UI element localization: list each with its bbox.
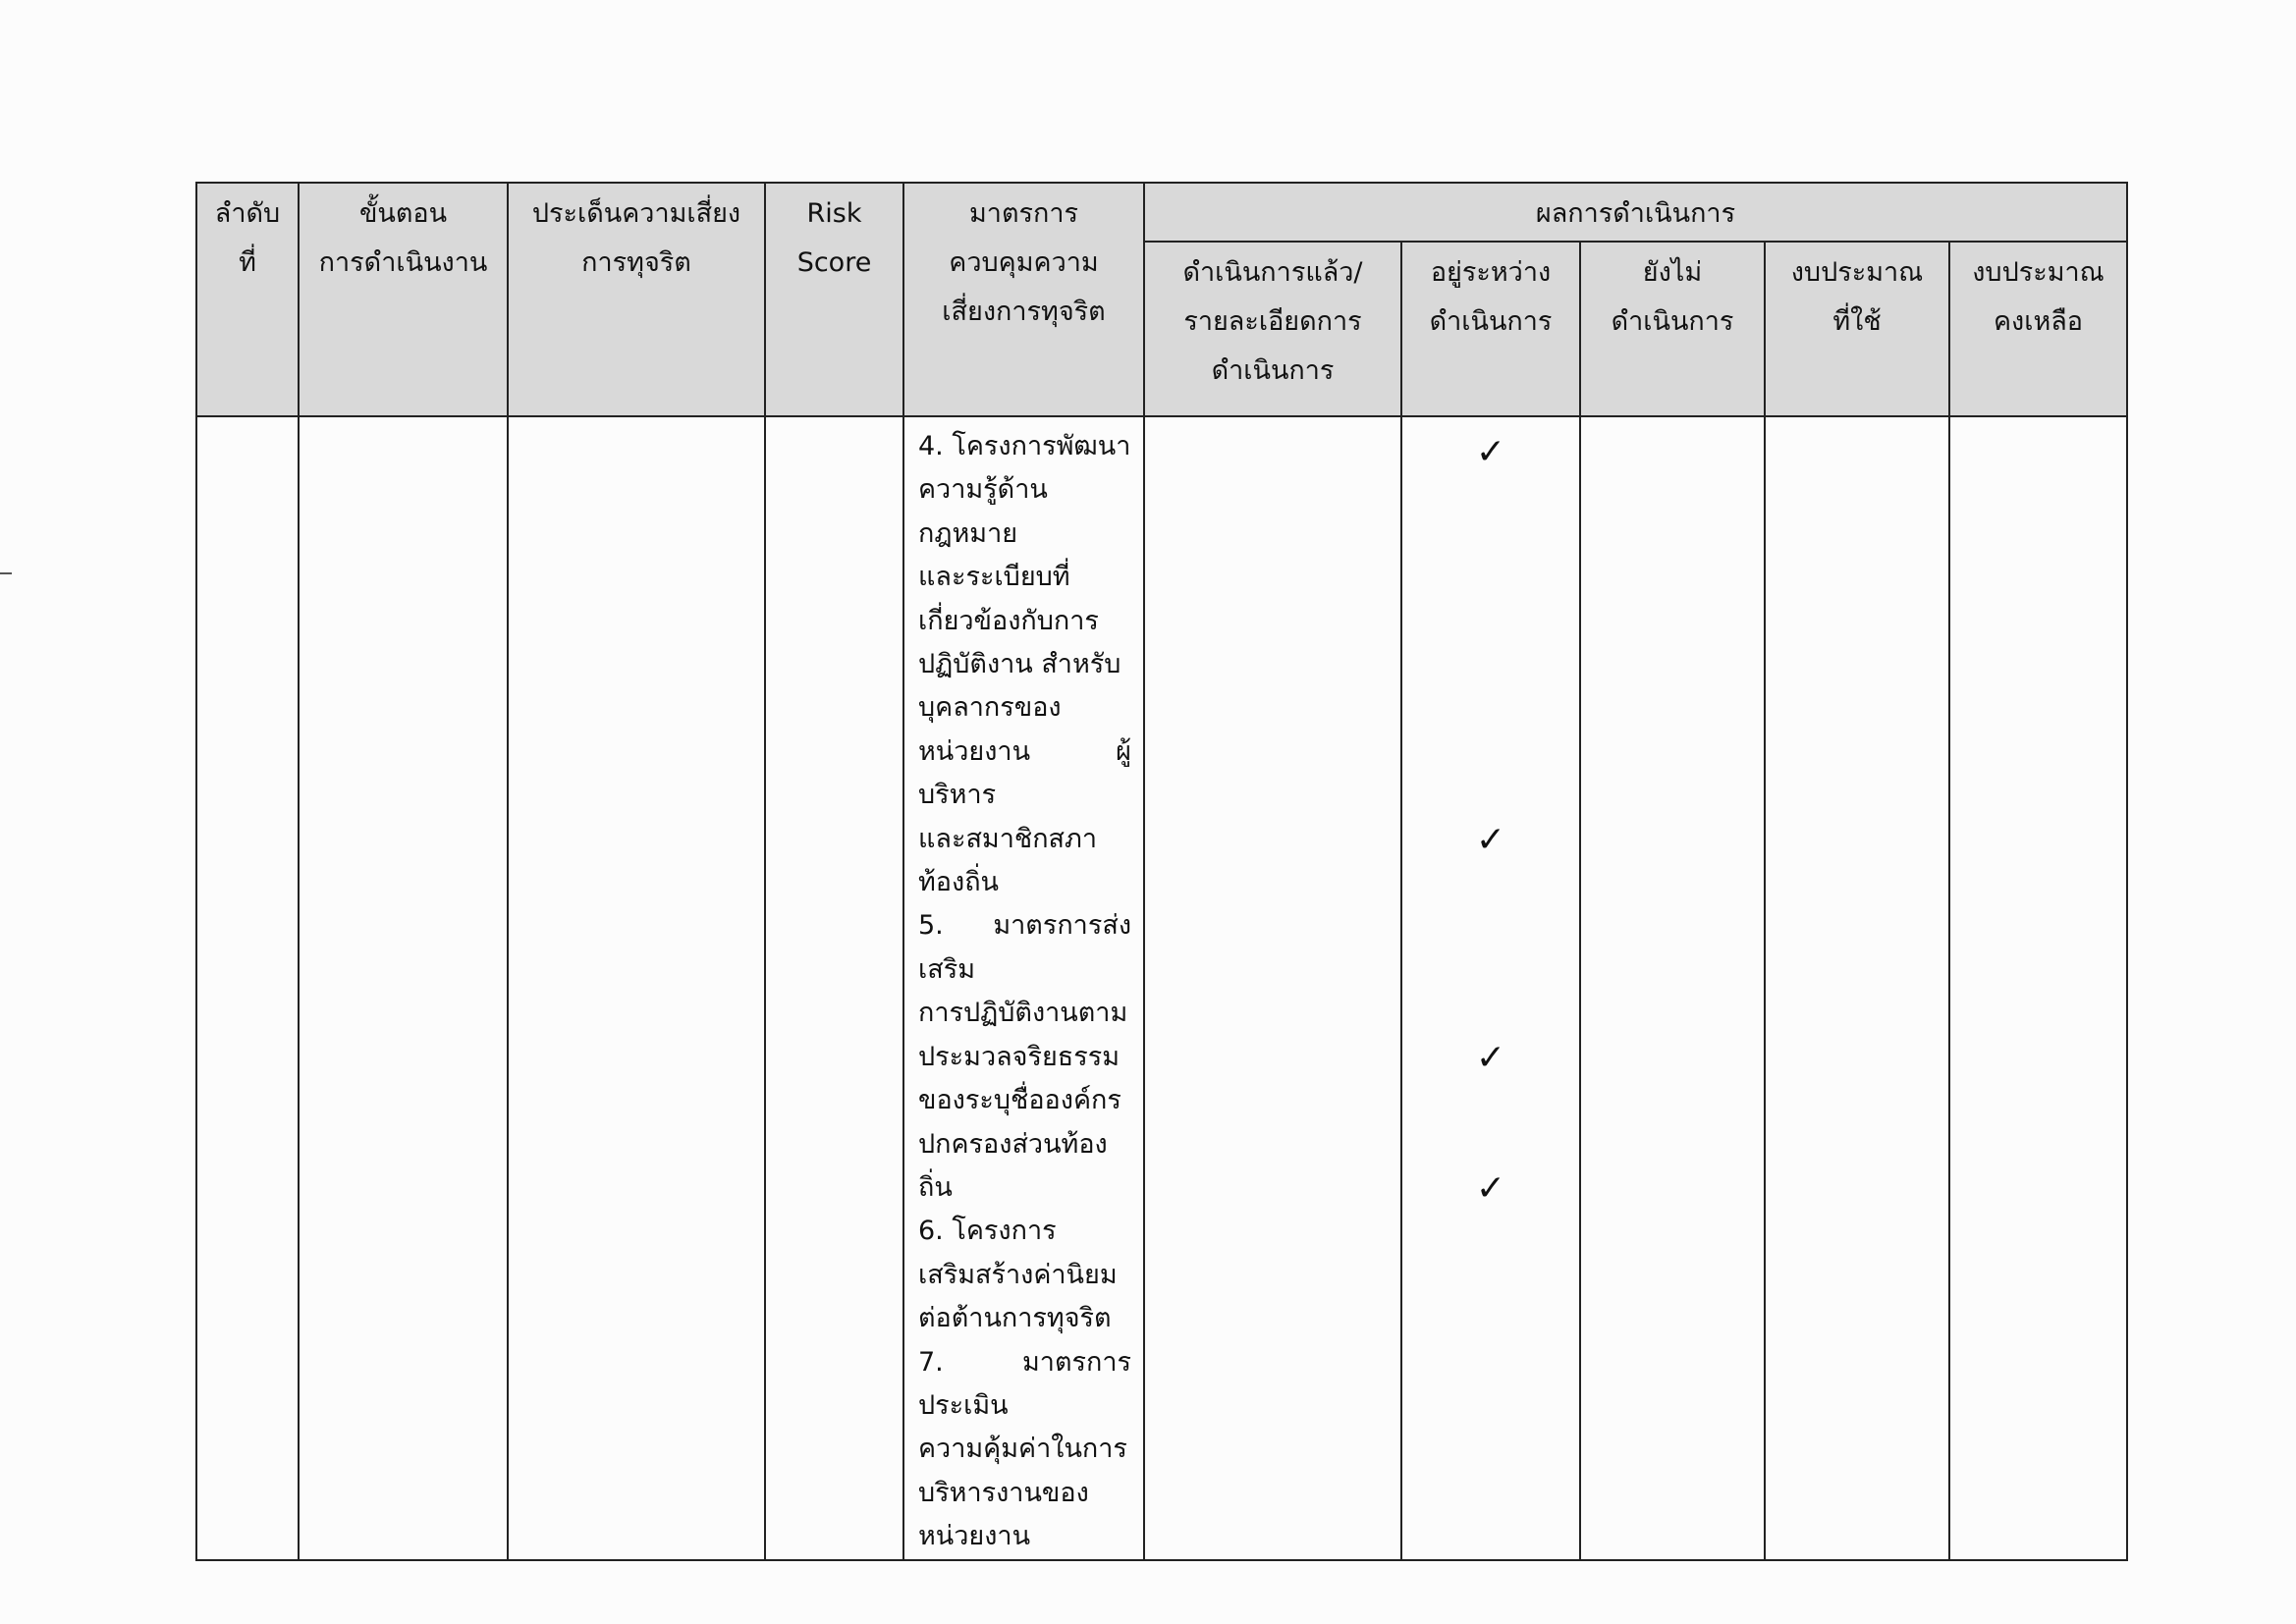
cell-done [1144,416,1401,1560]
header-results-group: ผลการดำเนินการ [1144,183,2127,242]
measure-5: 5. มาตรการส่งเสริม การปฏิบัติงานตาม ประมวลจริยธรรม ของระบุชื่อองค์กร ปกครองส่วนท้องถิ่น [918,910,1131,1203]
margin-mark [0,572,12,574]
measure-4: 4. โครงการพัฒนา ความรู้ด้านกฎหมาย และระเบียบที่ เกี่ยวข้องกับการ ปฏิบัติงาน สำหรับ บุคลากรของ หน่วยงาน ผู้บริหาร และสมาชิกสภา ท้องถิ่น [918,431,1131,898]
header-not-started: ยังไม่ ดำเนินการ [1580,242,1765,416]
cell-in-progress [1401,416,1580,1560]
check-mark-icon: ✓ [1475,1038,1506,1078]
cell-order [196,416,299,1560]
cell-not-started [1580,416,1765,1560]
check-mark-icon: ✓ [1475,1168,1506,1209]
cell-steps [299,416,508,1560]
cell-risk-issue [508,416,765,1560]
measure-7: 7. มาตรการประเมิน ความคุ้มค่าในการ บริหารงานของ หน่วยงาน [918,1346,1131,1552]
header-budget-remaining: งบประมาณ คงเหลือ [1949,242,2127,416]
cell-budget-used [1765,416,1949,1560]
header-risk-issue: ประเด็นความเสี่ยง การทุจริต [508,183,765,416]
header-control-measures: มาตรการ ควบคุมความ เสี่ยงการทุจริต [903,183,1144,416]
cell-control-measures [903,416,1144,1560]
header-risk-score: Risk Score [765,183,903,416]
header-done: ดำเนินการแล้ว/ รายละเอียดการ ดำเนินการ [1144,242,1401,416]
measure-6: 6. โครงการ เสริมสร้างค่านิยม ต่อต้านการทุจริต [918,1216,1118,1334]
check-mark-icon: ✓ [1475,432,1506,472]
cell-risk-score [765,416,903,1560]
table-row [196,416,2127,1560]
header-in-progress: อยู่ระหว่าง ดำเนินการ [1401,242,1580,416]
risk-control-table [195,182,2128,1561]
check-mark-icon: ✓ [1475,820,1506,860]
cell-budget-remaining [1949,416,2127,1560]
header-order: ลำดับ ที่ [196,183,299,416]
header-budget-used: งบประมาณ ที่ใช้ [1765,242,1949,416]
header-steps: ขั้นตอน การดำเนินงาน [299,183,508,416]
